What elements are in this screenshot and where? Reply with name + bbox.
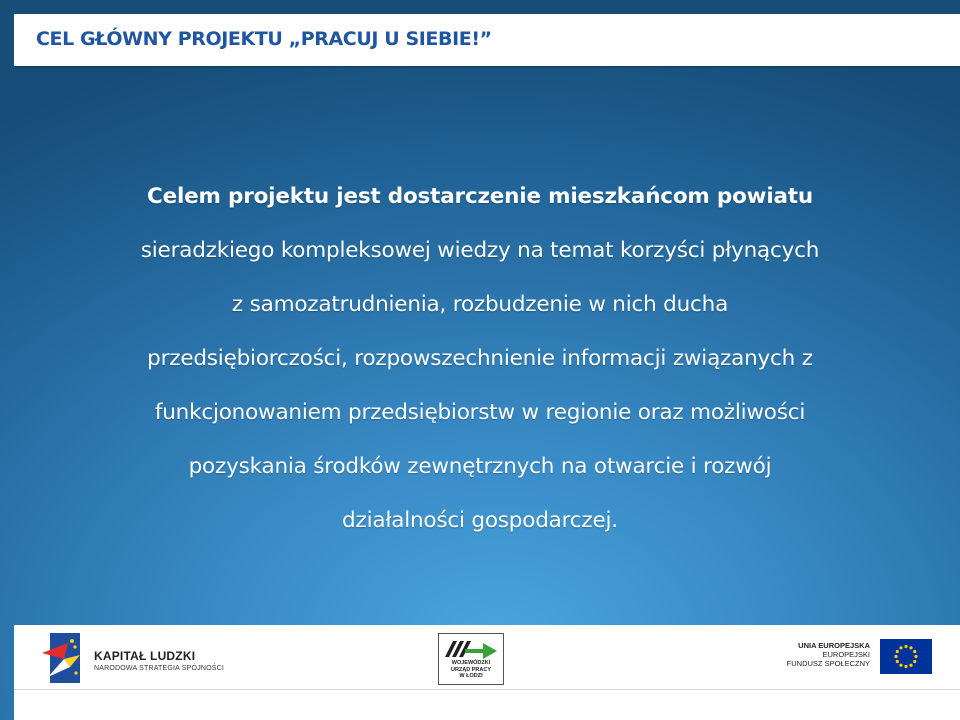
eu-flag-icon <box>880 639 932 674</box>
slide-title: CEL GŁÓWNY PROJEKTU „PRACUJ U SIEBIE!” <box>36 28 492 50</box>
footer-divider <box>14 689 960 690</box>
body-line: przedsiębiorczości, rozpowszechnienie informacji związanych z <box>147 346 813 371</box>
wup-logo <box>438 633 504 685</box>
wup-line: WOJEWÓDZKI <box>451 660 491 666</box>
wup-arrow-icon <box>443 637 499 659</box>
kapital-ludzki-name: KAPITAŁ LUDZKI <box>94 649 196 663</box>
kapital-ludzki-subtitle: NARODOWA STRATEGIA SPÓJNOŚCI <box>94 665 225 672</box>
kapital-ludzki-star-icon <box>42 633 82 683</box>
wup-line: W ŁODZI <box>459 673 483 679</box>
body-line: działalności gospodarczej. <box>342 508 618 533</box>
footer-logos <box>14 625 960 720</box>
wup-line: URZĄD PRACY <box>450 666 492 673</box>
body-paragraph <box>40 170 920 548</box>
wup-name <box>439 660 503 680</box>
eu-line: EUROPEJSKI <box>822 650 870 659</box>
body-line: funkcjonowaniem przedsiębiorstw w regionie oraz możliwości <box>154 400 806 425</box>
kapital-ludzki-logo <box>42 633 232 683</box>
eu-line: UNIA EUROPEJSKA <box>798 641 870 650</box>
body-line: sieradzkiego kompleksowej wiedzy na temat korzyści płynących <box>140 238 820 263</box>
body-line: z samozatrudnienia, rozbudzenie w nich ducha <box>231 292 729 317</box>
title-bar <box>14 14 960 66</box>
eu-logo <box>782 637 942 681</box>
eu-line: FUNDUSZ SPOŁECZNY <box>786 659 870 668</box>
body-line: pozyskania środków zewnętrznych na otwarcie i rozwój <box>188 454 772 479</box>
body-line: Celem projektu jest dostarczenie mieszkańcom powiatu <box>147 184 813 209</box>
eu-name <box>782 641 870 668</box>
